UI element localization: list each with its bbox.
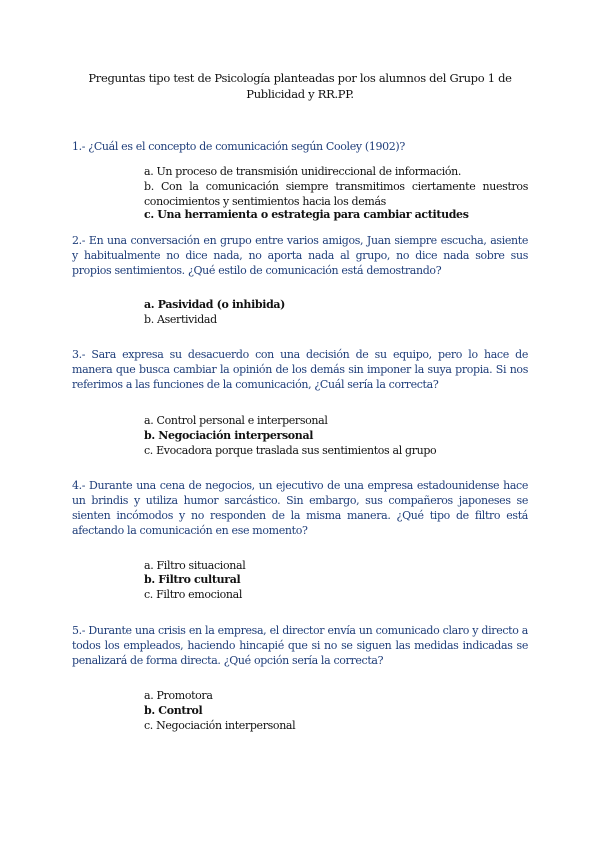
document-title: Preguntas tipo test de Psicología planteadas por los alumnos del Grupo 1 de Publicidad y RR.PP. [88,71,512,101]
question-1: 1.- ¿Cuál es el concepto de comunicación según Cooley (1902)? [72,140,405,153]
question-1-option-c: c. Una herramienta o estrategia para cambiar actitudes [144,208,469,221]
question-3-option-c: c. Evocadora porque traslada sus sentimientos al grupo [144,444,437,457]
question-2-option-b: b. Asertividad [144,313,217,326]
question-3-option-b: b. Negociación interpersonal [144,429,314,442]
question-1-option-b: b. Con la comunicación siempre transmitimos ciertamente nuestros conocimientos y sentimientos hacia los demás [144,180,528,208]
question-2: 2.- En una conversación en grupo entre varios amigos, Juan siempre escucha, asiente y habitualmente no dice nada, no aporta nada al grupo, no dice nada sobre sus propios sentimientos. ¿Qué estilo de comunicación está demostrando? [72,234,528,277]
question-4: 4.- Durante una cena de negocios, un ejecutivo de una empresa estadounidense hace un brindis y utiliza humor sarcástico. Sin embargo, sus compañeros japoneses se sienten incómodos y no responden de la misma manera. ¿Qué tipo de filtro está afectando la comunicación en ese momento? [72,479,528,537]
question-5: 5.- Durante una crisis en la empresa, el director envía un comunicado claro y directo a todos los empleados, haciendo hincapié que si no se siguen las medidas indicadas se penalizará de forma directa. ¿Qué opción sería la correcta? [72,624,528,667]
question-5-option-b: b. Control [144,704,203,717]
question-1-option-a: a. Un proceso de transmisión unidireccional de información. [144,165,462,178]
question-3: 3.- Sara expresa su desacuerdo con una decisión de su equipo, pero lo hace de manera que busca cambiar la opinión de los demás sin imponer la suya propia. Si nos referimos a las funciones de la comunicación, ¿Cuál sería la correcta? [72,348,528,391]
question-4-option-c: c. Filtro emocional [144,588,242,601]
question-3-option-a: a. Control personal e interpersonal [144,414,328,427]
question-4-option-b: b. Filtro cultural [144,573,241,586]
question-5-option-a: a. Promotora [144,689,213,702]
question-4-option-a: a. Filtro situacional [144,559,246,572]
question-5-option-c: c. Negociación interpersonal [144,719,296,732]
question-2-option-a: a. Pasividad (o inhibida) [144,298,286,311]
